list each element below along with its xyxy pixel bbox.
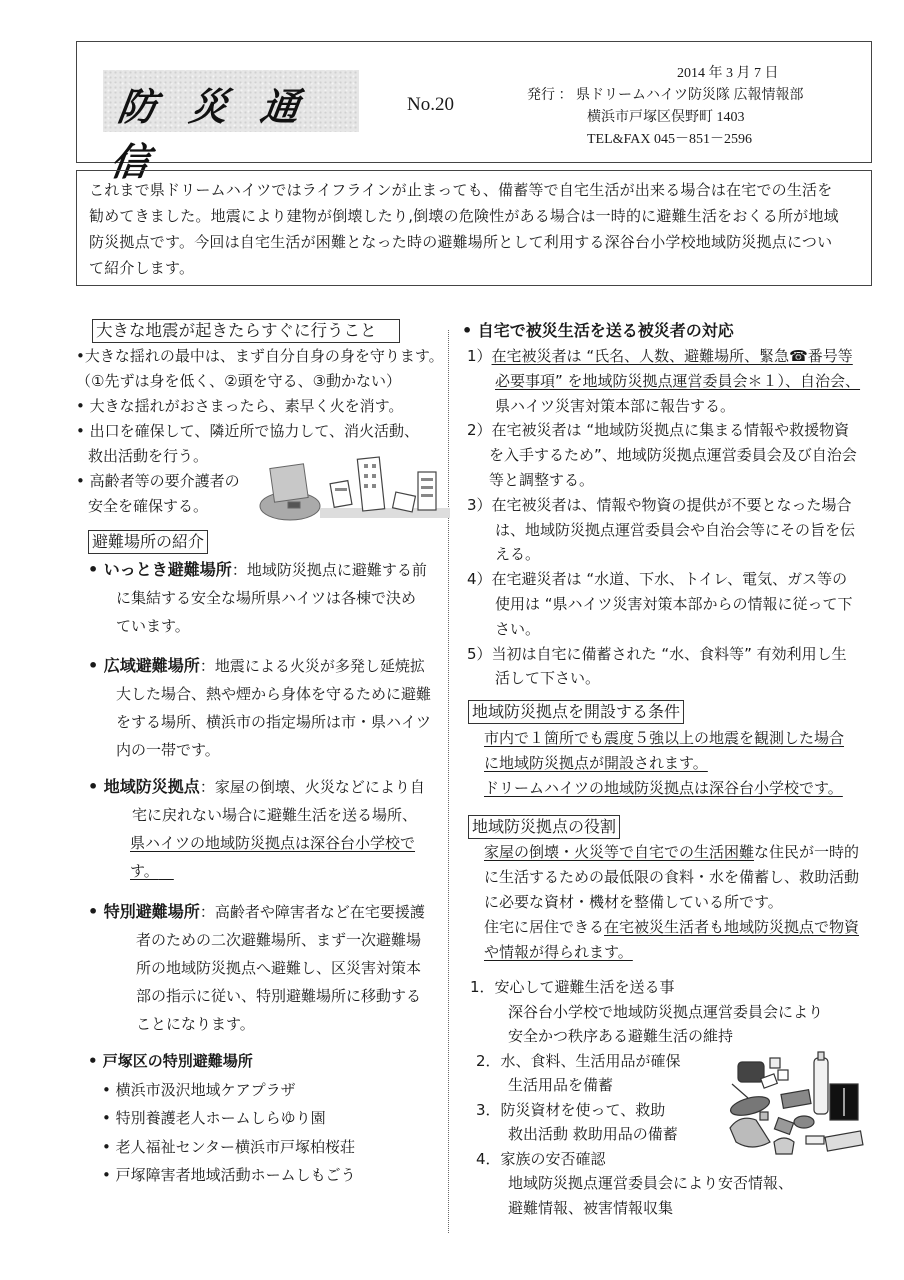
shelter-name: • 特別避難場所 (88, 902, 200, 921)
shelter-name: • いっとき避難場所 (88, 560, 232, 579)
totsuka-heading: • 戸塚区の特別避難場所 (88, 1052, 253, 1070)
shelter-desc: ：高齢者や障害者など在宅要援護 (199, 903, 425, 921)
shelter-desc-underlined: 県ハイツの地域防災拠点は深谷台小学校で (130, 834, 416, 852)
item-text: 在宅被災者は、情報や物資の提供が不要となった場合 (491, 495, 852, 514)
function-title: 2．水、食料、生活用品が確保 (476, 1051, 681, 1070)
base-role-heading-text: 地域防災拠点の役割 (468, 815, 620, 839)
shelter-desc: に集結する安全な場所県ハイツは各棟で決め (116, 589, 417, 607)
issue-number: No.20 (407, 94, 454, 115)
publisher-tel: TEL&FAX 045－851－2596 (587, 132, 753, 147)
item-text: 当初は自宅に備蓄された “水、食料等” 有効利用し生 (491, 644, 847, 663)
role-text: に必要な資材・機材を整備している所です。 (484, 893, 783, 911)
list-item: • 出口を確保して、隣近所で協力して、消火活動、 (76, 422, 420, 440)
newsletter-title: 防 災 通 信 (107, 85, 312, 184)
base-role-text (484, 840, 859, 965)
shelter-temporary (88, 556, 427, 640)
masthead (76, 41, 872, 184)
function-desc: 地域防災拠点運営委員会により安否情報、 (508, 1174, 794, 1192)
base-role-heading (468, 815, 620, 840)
function-desc: 救出活動 救助用品の備蓄 (508, 1125, 678, 1143)
response-item (467, 567, 860, 641)
totsuka-special-shelters (88, 1047, 356, 1190)
item-text: 等と調整する。 (489, 470, 595, 489)
publisher-address: 横浜市戸塚区俣野町 1403 (587, 110, 745, 125)
function-desc: 安全かつ秩序ある避難生活の維持 (508, 1027, 734, 1045)
list-item: •大きな揺れの最中は、まず自分自身の身を守ります。 (76, 347, 444, 365)
opening-conditions-text (484, 726, 844, 801)
shelters-heading-text: 避難場所の紹介 (88, 530, 208, 554)
function-item (470, 975, 823, 1049)
list-item: • 横浜市汲沢地域ケアプラザ (102, 1080, 296, 1099)
publication-date: 2014 年 3 月 7 日 (677, 66, 779, 81)
function-desc: 深谷台小学校で地域防災拠点運営委員会により (508, 1002, 824, 1021)
role-text: 住宅に居住できる (484, 918, 605, 936)
shelter-desc: 大した場合、熱や煙から身体を守るために避難 (116, 685, 432, 703)
function-title: 1．安心して避難生活を送る事 (470, 978, 675, 996)
home-victims-list (467, 344, 860, 691)
shelter-desc: ています。 (116, 617, 190, 635)
condition-line: 市内で１箇所でも震度５強以上の地震を観測した場合 (484, 729, 845, 747)
list-item: 安全を確保する。 (88, 497, 209, 515)
shelter-desc: 内の一帯です。 (116, 741, 220, 759)
item-text: 県ハイツ災害対策本部に報告する。 (495, 396, 736, 415)
role-text: な住民が一時的 (754, 843, 860, 861)
item-text: 在宅被災者は “氏名、人数、避難場所、緊急☎番号等 (491, 347, 853, 365)
shelter-desc: ：地域防災拠点に避難する前 (231, 561, 427, 579)
list-item: 救出活動を行う。 (88, 447, 209, 465)
function-title: 3．防災資材を使って、救助 (476, 1100, 666, 1119)
shelter-desc: 部の指示に従い、特別避難場所に移動する (136, 987, 422, 1005)
shelter-desc: 宅に戻れない場合に避難生活を送る場所、 (132, 806, 418, 824)
opening-conditions-heading-text: 地域防災拠点を開設する条件 (468, 700, 684, 724)
shelter-desc: ：地震による火災が多発し延焼拡 (199, 657, 425, 675)
response-item (467, 493, 860, 567)
intro-line: これまで県ドリームハイツではライフラインが止まっても、備蓄等で自宅生活が出来る場合は在宅での生活を (89, 181, 833, 199)
shelter-desc: ことになります。 (136, 1015, 255, 1033)
function-title: 4．家族の安否確認 (476, 1149, 606, 1168)
item-text: を入手するため”、地域防災拠点運営委員会及び自治会 (489, 446, 857, 465)
intro-line: 防災拠点です。今回は自宅生活が困難となった時の避難場所として利用する深谷台小学校地域防災拠点につい (89, 233, 833, 251)
role-text-underlined: や情報が得られます。 (484, 943, 633, 961)
shelter-desc: をする場所、横浜市の指定場所は市・県ハイツ (116, 713, 432, 731)
item-number: 5） (467, 644, 492, 663)
quake-actions-heading-text: 大きな地震が起きたらすぐに行うこと (92, 319, 400, 343)
item-text: は、地域防災拠点運営委員会や自治会等にその旨を伝 (495, 520, 856, 539)
response-item (467, 344, 860, 418)
role-text-underlined: 家屋の倒壊・火災等で自宅での生活困難 (484, 843, 755, 861)
list-item: • 高齢者等の要介護者の (76, 472, 240, 490)
shelter-desc: ：家屋の倒壊、火災などにより自 (199, 778, 425, 796)
publisher: 発行 ： 県ドリームハイツ防災隊 広報情報部 (527, 88, 804, 103)
list-item: • 大きな揺れがおさまったら、素早く火を消す。 (76, 397, 404, 415)
condition-line: に地域防災拠点が開設されます。 (484, 754, 708, 772)
home-victims-heading: • 自宅で被災生活を送る被災者の対応 (462, 321, 734, 340)
opening-conditions-heading (468, 700, 684, 725)
intro-line: 勧めてきました。地震により建物が倒壊したり,倒壊の危険性がある場合は一時的に避難生活をおくる所が地域 (89, 207, 839, 225)
item-number: 1） (467, 347, 492, 365)
list-item: • 戸塚障害者地域活動ホームしもごう (102, 1166, 356, 1184)
item-text: 使用は “県ハイツ災害対策本部からの情報に従って下 (495, 594, 853, 613)
intro-box (76, 170, 872, 286)
emergency-supplies-illustration (726, 1050, 886, 1160)
item-text: 在宅被災者は “地域防災拠点に集まる情報や救援物資 (491, 421, 850, 440)
item-text: 在宅避災者は “水道、下水、トイレ、電気、ガス等の (491, 570, 848, 589)
shelter-disaster-base (88, 773, 425, 885)
item-text: 活して下さい。 (495, 669, 601, 688)
item-number: 3） (467, 495, 492, 514)
shelter-desc: 者のための二次避難場所、まず一次避難場 (136, 931, 422, 949)
item-text: さい。 (495, 619, 541, 638)
condition-line: ドリームハイツの地域防災拠点は深谷台小学校です。 (484, 779, 843, 797)
shelter-desc-underlined: す。 (130, 862, 159, 880)
response-item (467, 642, 860, 692)
shelter-name: • 地域防災拠点 (88, 777, 200, 796)
role-text: に生活するための最低限の食料・水を備蓄し、救助活動 (484, 868, 860, 886)
item-number: 2） (467, 421, 492, 440)
item-text: 必要事項” を地域防災拠点運営委員会＊１）、自治会、 (495, 371, 861, 390)
shelter-desc: 所の地域防災拠点へ避難し、区災害対策本 (136, 959, 422, 977)
role-text-underlined: 在宅被災生活者も地域防災拠点で物資 (604, 918, 860, 936)
shelter-name: • 広域避難場所 (88, 656, 200, 675)
list-item: • 老人福祉センター横浜市戸塚柏桜荘 (102, 1137, 356, 1156)
function-desc: 生活用品を備蓄 (508, 1076, 614, 1094)
list-item: • 特別養護老人ホームしらゆり園 (102, 1109, 326, 1127)
intro-line: て紹介します。 (89, 259, 195, 277)
shelter-wide-area (88, 652, 431, 764)
function-desc: 避難情報、被害情報収集 (508, 1198, 674, 1217)
list-item: （①先ずは身を低く、②頭を守る、③動かない） (76, 372, 402, 390)
collapsing-buildings-illustration (258, 452, 454, 524)
shelters-heading (88, 530, 208, 555)
item-number: 4） (467, 570, 492, 589)
quake-actions-heading (92, 318, 397, 343)
title-panel (103, 70, 359, 184)
response-item (467, 418, 860, 492)
item-text: える。 (495, 545, 541, 564)
shelter-special (88, 898, 425, 1038)
